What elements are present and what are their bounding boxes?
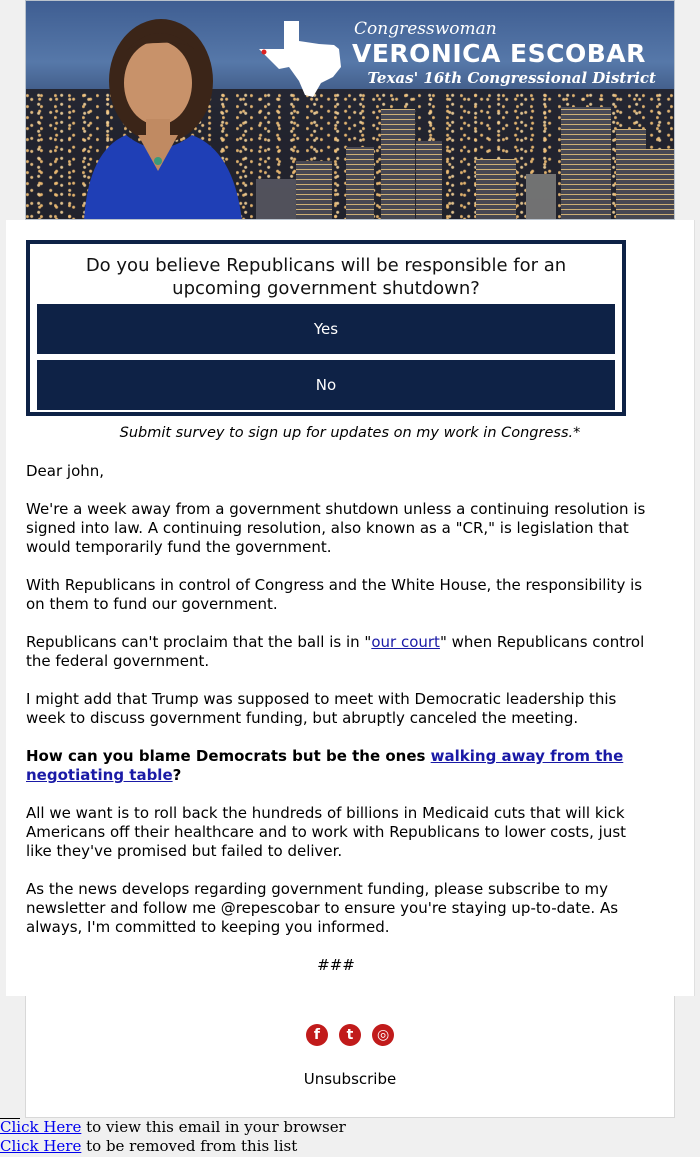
footer-links: Click Here to view this email in your browser Click Here to be removed from this list — [0, 1118, 346, 1155]
signoff: ### — [317, 956, 355, 974]
paragraph: We're a week away from a government shutdown unless a continuing resolution is signed into law. A continuing resolution, also known as a "CR," is legislation that would temporarily fund the government. — [26, 500, 646, 556]
vote-no-button[interactable]: No — [37, 360, 615, 410]
paragraph: With Republicans in control of Congress and the White House, the responsibility is on them to fund our government. — [26, 576, 643, 613]
paragraph: Republicans can't proclaim that the ball is in "our court" when Republicans control the federal government. — [26, 633, 645, 670]
remove-from-list-link[interactable]: Click Here — [0, 1137, 82, 1155]
email-footer — [25, 996, 675, 1118]
twitter-icon[interactable]: t — [339, 1024, 361, 1046]
letter-body — [26, 462, 646, 994]
header-banner — [25, 0, 675, 220]
banner-title — [352, 19, 660, 87]
banner-subtitle: Congresswoman — [354, 19, 497, 39]
facebook-icon[interactable]: f — [306, 1024, 328, 1046]
survey-disclaimer: Submit survey to sign up for updates on my work in Congress.* — [119, 425, 581, 441]
social-icons — [26, 1024, 674, 1046]
texas-state-icon — [259, 19, 349, 99]
survey-question: Do you believe Republicans will be responsible for an upcoming government shutdown? — [85, 255, 567, 299]
paragraph: How can you blame Democrats but be the ones walking away from the negotiating table? — [26, 747, 624, 784]
instagram-icon[interactable]: ◎ — [372, 1024, 394, 1046]
greeting: Dear john, — [26, 462, 105, 480]
paragraph: I might add that Trump was supposed to meet with Democratic leadership this week to discuss government funding, but abruptly canceled the meeting. — [26, 690, 617, 727]
congresswoman-photo — [66, 11, 266, 220]
negotiating-table-link[interactable]: walking away from the negotiating table — [26, 747, 624, 784]
banner-district: Texas' 16th Congressional District — [367, 69, 656, 87]
survey-box — [26, 240, 626, 416]
our-court-link[interactable]: our court — [371, 633, 440, 651]
email-body-card — [6, 220, 695, 996]
paragraph: All we want is to roll back the hundreds of billions in Medicaid cuts that will kick Americans off their healthcare and to work with Republicans to lower costs, just like they've promised but failed to deliver. — [26, 804, 627, 860]
paragraph: As the news develops regarding government funding, please subscribe to my newsletter and follow me @repescobar to ensure you're staying up-to-date. As always, I'm committed to keeping you informed. — [26, 880, 619, 936]
vote-yes-button[interactable]: Yes — [37, 304, 615, 354]
unsubscribe-link[interactable]: Unsubscribe — [303, 1070, 397, 1088]
view-in-browser-link[interactable]: Click Here — [0, 1118, 82, 1136]
banner-name: VERONICA ESCOBAR — [352, 39, 646, 68]
